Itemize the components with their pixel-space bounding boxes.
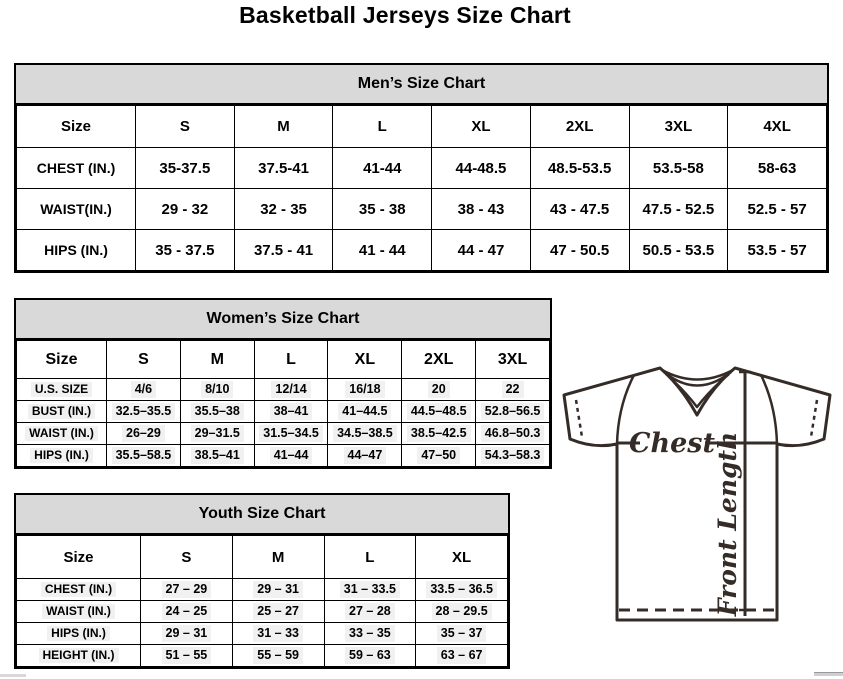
front-length-label: Front Length	[713, 431, 742, 617]
value-cell: 33.5 – 36.5	[416, 579, 508, 601]
row-label: CHEST (IN.)	[17, 579, 141, 601]
row-label: WAIST(IN.)	[17, 189, 136, 230]
chest-label: Chest	[629, 428, 715, 459]
size-column-header: S	[107, 341, 181, 379]
value-cell: 26–29	[107, 423, 181, 445]
mens-size-chart	[14, 63, 829, 273]
measurement-row	[17, 230, 827, 271]
value-cell: 50.5 - 53.5	[629, 230, 728, 271]
row-label: WAIST (IN.)	[17, 601, 141, 623]
jersey-measurement-diagram	[556, 358, 837, 626]
mens-chart-title: Men’s Size Chart	[16, 65, 827, 105]
value-cell: 44–47	[328, 445, 402, 467]
measurement-row	[17, 645, 508, 667]
size-column-header: XL	[416, 536, 508, 579]
womens-size-table	[16, 340, 550, 467]
value-cell: 27 – 28	[324, 601, 416, 623]
value-cell: 47 - 50.5	[530, 230, 629, 271]
value-cell: 47–50	[402, 445, 476, 467]
value-cell: 43 - 47.5	[530, 189, 629, 230]
value-cell: 35.5–58.5	[107, 445, 181, 467]
header-row	[17, 106, 827, 148]
value-cell: 63 – 67	[416, 645, 508, 667]
value-cell: 29 – 31	[232, 579, 324, 601]
size-header-cell: Size	[17, 106, 136, 148]
value-cell: 31.5–34.5	[254, 423, 328, 445]
value-cell: 59 – 63	[324, 645, 416, 667]
value-cell: 41–44	[254, 445, 328, 467]
value-cell: 44-48.5	[432, 148, 531, 189]
value-cell: 41 - 44	[333, 230, 432, 271]
size-column-header: 2XL	[530, 106, 629, 148]
value-cell: 12/14	[254, 379, 328, 401]
value-cell: 29 - 32	[136, 189, 235, 230]
value-cell: 47.5 - 52.5	[629, 189, 728, 230]
measurement-row	[17, 379, 550, 401]
row-label: HIPS (IN.)	[17, 445, 107, 467]
value-cell: 4/6	[107, 379, 181, 401]
size-column-header: 4XL	[728, 106, 827, 148]
measurement-row	[17, 445, 550, 467]
value-cell: 27 – 29	[141, 579, 233, 601]
womens-chart-title: Women’s Size Chart	[16, 300, 550, 340]
scrollbar-fragment-left[interactable]	[0, 674, 26, 677]
value-cell: 35-37.5	[136, 148, 235, 189]
value-cell: 41-44	[333, 148, 432, 189]
mens-size-table	[16, 105, 827, 271]
size-column-header: L	[254, 341, 328, 379]
value-cell: 32 - 35	[234, 189, 333, 230]
jersey-diagram-svg	[556, 358, 837, 626]
youth-size-chart	[14, 493, 510, 669]
value-cell: 32.5–35.5	[107, 401, 181, 423]
measurement-row	[17, 189, 827, 230]
row-label: WAIST (IN.)	[17, 423, 107, 445]
value-cell: 31 – 33.5	[324, 579, 416, 601]
womens-size-chart	[14, 298, 552, 469]
value-cell: 52.8–56.5	[476, 401, 550, 423]
size-header-cell: Size	[17, 536, 141, 579]
value-cell: 48.5-53.5	[530, 148, 629, 189]
youth-size-table	[16, 535, 508, 667]
value-cell: 53.5-58	[629, 148, 728, 189]
size-column-header: L	[333, 106, 432, 148]
value-cell: 35 - 37.5	[136, 230, 235, 271]
value-cell: 38.5–42.5	[402, 423, 476, 445]
row-label: U.S. SIZE	[17, 379, 107, 401]
value-cell: 54.3–58.3	[476, 445, 550, 467]
value-cell: 35 – 37	[416, 623, 508, 645]
value-cell: 35.5–38	[180, 401, 254, 423]
value-cell: 46.8–50.3	[476, 423, 550, 445]
value-cell: 38.5–41	[180, 445, 254, 467]
page-title: Basketball Jerseys Size Chart	[239, 2, 571, 28]
row-label: CHEST (IN.)	[17, 148, 136, 189]
value-cell: 58-63	[728, 148, 827, 189]
size-column-header: M	[180, 341, 254, 379]
size-column-header: 2XL	[402, 341, 476, 379]
value-cell: 53.5 - 57	[728, 230, 827, 271]
value-cell: 51 – 55	[141, 645, 233, 667]
value-cell: 52.5 - 57	[728, 189, 827, 230]
value-cell: 28 – 29.5	[416, 601, 508, 623]
value-cell: 20	[402, 379, 476, 401]
value-cell: 44 - 47	[432, 230, 531, 271]
value-cell: 38–41	[254, 401, 328, 423]
measurement-row	[17, 148, 827, 189]
header-row	[17, 341, 550, 379]
row-label: HEIGHT (IN.)	[17, 645, 141, 667]
size-column-header: XL	[432, 106, 531, 148]
youth-chart-title: Youth Size Chart	[16, 495, 508, 535]
value-cell: 35 - 38	[333, 189, 432, 230]
row-label: HIPS (IN.)	[17, 623, 141, 645]
scrollbar-fragment-right[interactable]	[814, 672, 843, 676]
value-cell: 8/10	[180, 379, 254, 401]
value-cell: 33 – 35	[324, 623, 416, 645]
size-column-header: S	[136, 106, 235, 148]
measurement-row	[17, 623, 508, 645]
measurement-row	[17, 401, 550, 423]
measurement-row	[17, 601, 508, 623]
size-column-header: 3XL	[629, 106, 728, 148]
size-header-cell: Size	[17, 341, 107, 379]
size-column-header: M	[234, 106, 333, 148]
value-cell: 37.5 - 41	[234, 230, 333, 271]
measurement-row	[17, 579, 508, 601]
size-column-header: XL	[328, 341, 402, 379]
size-column-header: S	[141, 536, 233, 579]
value-cell: 37.5-41	[234, 148, 333, 189]
measurement-row	[17, 423, 550, 445]
value-cell: 55 – 59	[232, 645, 324, 667]
value-cell: 29–31.5	[180, 423, 254, 445]
size-column-header: M	[232, 536, 324, 579]
value-cell: 34.5–38.5	[328, 423, 402, 445]
size-column-header: L	[324, 536, 416, 579]
row-label: BUST (IN.)	[17, 401, 107, 423]
size-column-header: 3XL	[476, 341, 550, 379]
value-cell: 22	[476, 379, 550, 401]
value-cell: 41–44.5	[328, 401, 402, 423]
row-label: HIPS (IN.)	[17, 230, 136, 271]
value-cell: 31 – 33	[232, 623, 324, 645]
value-cell: 29 – 31	[141, 623, 233, 645]
value-cell: 44.5–48.5	[402, 401, 476, 423]
header-row	[17, 536, 508, 579]
value-cell: 38 - 43	[432, 189, 531, 230]
value-cell: 16/18	[328, 379, 402, 401]
value-cell: 24 – 25	[141, 601, 233, 623]
value-cell: 25 – 27	[232, 601, 324, 623]
